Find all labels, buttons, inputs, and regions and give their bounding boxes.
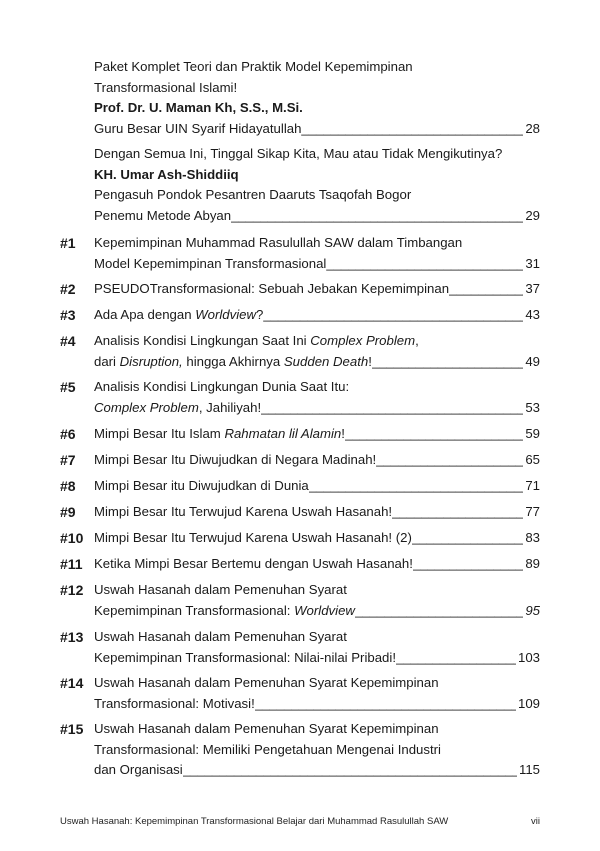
chapter-number: #14 — [60, 675, 84, 691]
chapter-title-line — [94, 424, 345, 445]
toc-leader-line — [94, 119, 540, 140]
chapter-number: #2 — [60, 281, 76, 297]
chapter-title-line: Transformasional: Memiliki Pengetahuan Mengenai Industri — [94, 741, 441, 757]
chapter-number: #3 — [60, 307, 76, 323]
toc-leader-line — [94, 206, 540, 227]
chapter-number: #6 — [60, 426, 76, 442]
page-number: 29 — [525, 207, 540, 223]
page-number: 77 — [525, 504, 540, 519]
dot-leader — [396, 648, 516, 669]
dot-leader — [183, 760, 517, 781]
chapter-number: #10 — [60, 530, 84, 546]
dot-leader — [376, 450, 523, 471]
toc-leader-line — [94, 254, 540, 275]
dot-leader — [309, 476, 524, 497]
chapter-number: #13 — [60, 629, 84, 645]
chapter-title-line — [94, 352, 372, 373]
title-text: Ada Apa dengan — [94, 307, 196, 322]
dot-leader — [326, 254, 523, 275]
page-number: 53 — [525, 399, 540, 415]
title-italic-text: Disruption, — [119, 353, 183, 369]
toc-leader-line — [94, 352, 540, 373]
chapter-title-line — [94, 305, 263, 326]
title-text: dari — [94, 353, 120, 369]
toc-leader-line — [94, 648, 540, 669]
running-footer-title: Uswah Hasanah: Kepemimpinan Transformasional Belajar dari Muhammad Rasulullah SAW — [60, 816, 449, 827]
dot-leader — [413, 554, 523, 575]
toc-leader-line — [94, 279, 540, 300]
page-number: 59 — [525, 426, 540, 441]
dot-leader — [449, 279, 523, 300]
chapter-number: #12 — [60, 582, 84, 598]
toc-leader-line — [94, 398, 540, 419]
title-text: ? — [256, 307, 264, 322]
page-number: 71 — [525, 478, 540, 493]
page-number: 95 — [525, 602, 540, 618]
chapter-number: #8 — [60, 478, 76, 494]
page-number: 89 — [525, 556, 540, 571]
chapter-number: #9 — [60, 504, 76, 520]
dot-leader — [263, 305, 523, 326]
title-text: ! — [368, 353, 372, 369]
chapter-title-line: Uswah Hasanah dalam Pemenuhan Syarat Kepemimpinan — [94, 675, 439, 690]
chapter-title-line — [94, 398, 261, 419]
page-number: 37 — [525, 281, 540, 296]
chapter-title-line: Mimpi Besar Itu Terwujud Karena Uswah Hasanah! — [94, 504, 393, 519]
chapter-title-line: Uswah Hasanah dalam Pemenuhan Syarat — [94, 629, 347, 644]
chapter-title-line: Transformasional: Motivasi! — [94, 695, 255, 711]
title-text: , — [415, 333, 419, 348]
toc-leader-line — [94, 528, 540, 549]
title-text: Analisis Kondisi Lingkungan Saat Ini — [94, 333, 311, 348]
toc-leader-line — [94, 305, 540, 326]
dot-leader — [345, 424, 523, 445]
toc-leader-line — [94, 601, 540, 622]
chapter-title-line: Model Kepemimpinan Transformasional — [94, 255, 327, 271]
page-number: 49 — [525, 353, 540, 369]
chapter-number: #1 — [60, 235, 76, 251]
toc-leader-line — [94, 694, 540, 715]
foreword-author: KH. Umar Ash-Shiddiiq — [94, 166, 239, 182]
chapter-title-line: Mimpi Besar itu Diwujudkan di Dunia — [94, 478, 309, 493]
chapter-number: #4 — [60, 333, 76, 349]
dot-leader — [392, 502, 523, 523]
page-number: 31 — [525, 255, 540, 271]
title-text: Kepemimpinan Transformasional: — [94, 602, 295, 618]
toc-leader-line — [94, 760, 540, 781]
toc-leader-line — [94, 502, 540, 523]
chapter-title-line: Mimpi Besar Itu Diwujudkan di Negara Madinah! — [94, 452, 377, 467]
dot-leader — [355, 601, 523, 622]
chapter-title-line: Analisis Kondisi Lingkungan Dunia Saat Itu: — [94, 379, 350, 394]
title-italic-text: Complex Problem — [310, 333, 416, 348]
page-number: 115 — [518, 762, 540, 777]
chapter-number: #11 — [60, 556, 83, 572]
chapter-number: #5 — [60, 379, 76, 395]
dot-leader — [372, 352, 523, 373]
page-number: 65 — [525, 452, 540, 467]
chapter-title-line: Mimpi Besar Itu Terwujud Karena Uswah Hasanah! (2) — [94, 530, 412, 545]
title-text: hingga Akhirnya — [182, 353, 284, 369]
foreword-role: Penemu Metode Abyan — [94, 207, 232, 223]
page-number: 83 — [525, 530, 540, 545]
chapter-title-line: PSEUDOTransformasional: Sebuah Jebakan Kepemimpinan — [94, 281, 450, 296]
dot-leader — [255, 694, 516, 715]
chapter-title-line — [94, 331, 540, 352]
foreword-role: Guru Besar UIN Syarif Hidayatullah — [94, 120, 302, 136]
page-number: 109 — [517, 695, 540, 711]
dot-leader — [301, 119, 523, 140]
foreword-author: Prof. Dr. U. Maman Kh, S.S., M.Si. — [94, 100, 303, 115]
chapter-number: #7 — [60, 452, 76, 468]
title-italic-text: Complex Problem — [94, 399, 199, 415]
title-text: ! — [341, 426, 345, 441]
foreword-title-line: Dengan Semua Ini, Tinggal Sikap Kita, Mau atau Tidak Mengikutinya? — [94, 146, 503, 161]
foreword-title-line: Transformasional Islami! — [94, 79, 238, 95]
title-italic-text: Worldview — [195, 307, 257, 322]
toc-leader-line — [94, 554, 540, 575]
page-number: 43 — [525, 307, 540, 322]
chapter-title-line: Uswah Hasanah dalam Pemenuhan Syarat Kepemimpinan — [94, 721, 439, 736]
title-italic-text: Rahmatan lil Alamin — [224, 426, 342, 441]
chapter-title-line: Uswah Hasanah dalam Pemenuhan Syarat — [94, 582, 347, 597]
page-number: 103 — [517, 649, 540, 665]
page-number: 28 — [525, 120, 540, 136]
chapter-title-line: Kepemimpinan Muhammad Rasulullah SAW dalam Timbangan — [94, 235, 463, 250]
toc-leader-line — [94, 476, 540, 497]
title-text: , Jahiliyah! — [198, 399, 262, 415]
chapter-title-line: Ketika Mimpi Besar Bertemu dengan Uswah Hasanah! — [94, 556, 413, 571]
chapter-number: #15 — [60, 721, 84, 737]
title-italic-text: Sudden Death — [283, 353, 369, 369]
title-italic-text: Worldview — [294, 602, 355, 618]
toc-leader-line — [94, 450, 540, 471]
folio-page-number: vii — [531, 816, 540, 827]
chapter-title-line: Kepemimpinan Transformasional: Nilai-nilai Pribadi! — [94, 649, 396, 665]
dot-leader — [412, 528, 523, 549]
foreword-title-line: Paket Komplet Teori dan Praktik Model Kepemimpinan — [94, 59, 413, 74]
chapter-title-line: dan Organisasi — [94, 762, 183, 777]
foreword-role: Pengasuh Pondok Pesantren Daaruts Tsaqofah Bogor — [94, 187, 412, 202]
chapter-title-line — [94, 601, 355, 622]
dot-leader — [261, 398, 523, 419]
title-text: Mimpi Besar Itu Islam — [94, 426, 225, 441]
dot-leader — [231, 206, 523, 227]
toc-leader-line — [94, 424, 540, 445]
